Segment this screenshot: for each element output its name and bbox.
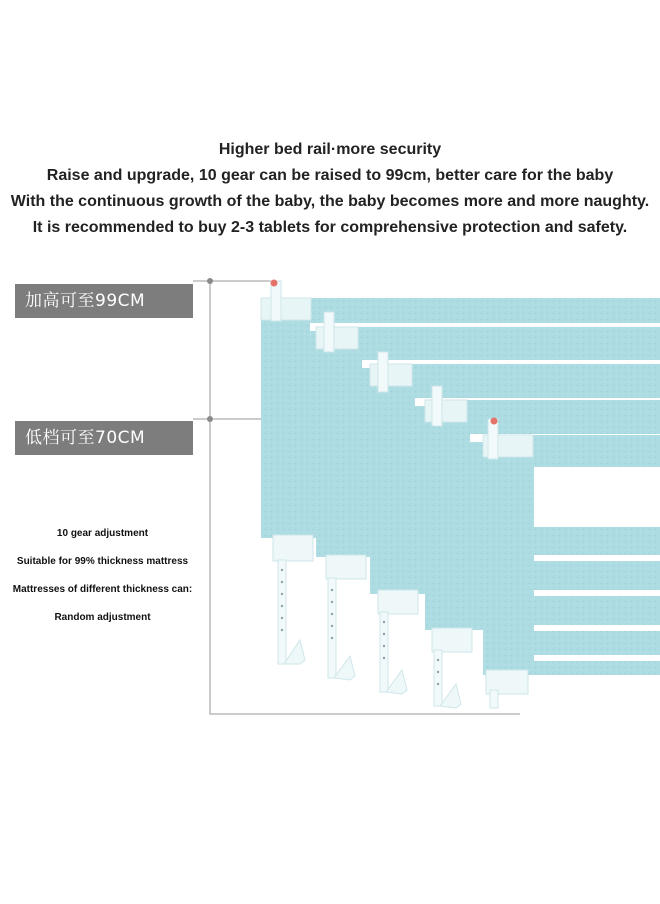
guide-dot-top <box>207 278 213 284</box>
note-gear-adjustment: 10 gear adjustment <box>56 528 149 539</box>
bed-rail-gear-min <box>483 419 660 708</box>
headline-3: With the continuous growth of the baby, the baby becomes more and more naughty. <box>10 193 650 210</box>
headline-4: It is recommended to buy 2-3 tablets for comprehensive protection and safety. <box>32 219 628 236</box>
top-height-marker <box>271 280 278 287</box>
guide-dot-low <box>207 416 213 422</box>
headline-2: Raise and upgrade, 10 gear can be raised to 99cm, better care for the baby <box>46 167 614 184</box>
note-mattress-thickness: Suitable for 99% thickness mattress <box>16 556 189 567</box>
note-different-thickness: Mattresses of different thickness can: <box>12 584 193 595</box>
min-height-label: 低档可至70CM <box>15 421 193 455</box>
max-height-label: 加高可至99CM <box>15 284 193 318</box>
headline-1: Higher bed rail·more security <box>218 141 442 158</box>
note-random-adjustment: Random adjustment <box>54 612 151 623</box>
low-height-marker <box>491 418 498 425</box>
